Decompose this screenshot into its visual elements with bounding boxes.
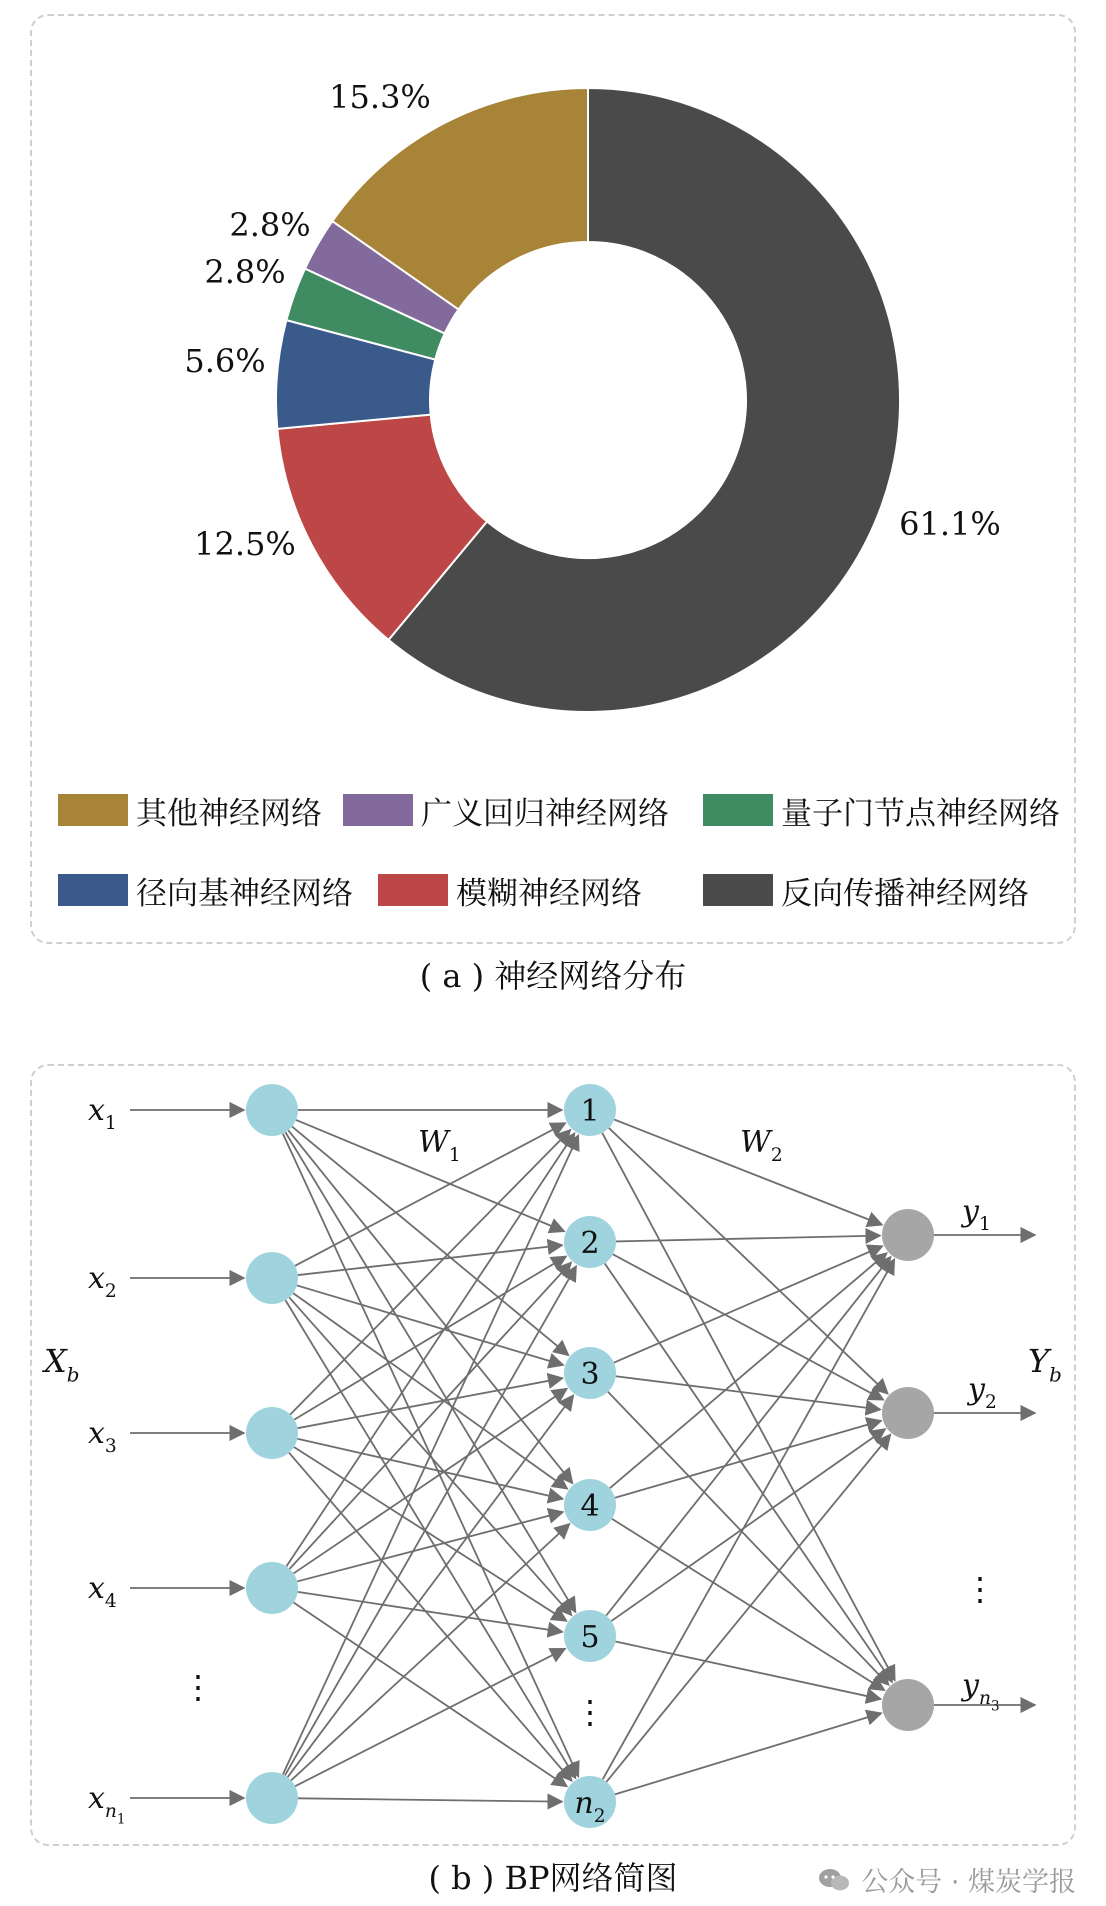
- diagram-label: $x_4$: [88, 1571, 117, 1612]
- connection-arrow: [613, 1254, 883, 1399]
- connection-arrow: [294, 1447, 566, 1621]
- connection-arrow: [603, 1259, 895, 1779]
- legend-label: 其他神经网络: [136, 795, 322, 832]
- chart-legend: [58, 790, 1078, 930]
- connection-arrow: [294, 1603, 567, 1787]
- connection-arrow: [289, 1453, 572, 1781]
- input-node: [246, 1407, 298, 1459]
- connection-arrow: [298, 1592, 563, 1632]
- connection-arrow: [295, 1649, 565, 1786]
- caption-a: ( a ) 神经网络分布: [419, 957, 687, 995]
- bp-network-diagram: [0, 1060, 1106, 1860]
- ellipsis: ⋮: [182, 1668, 214, 1706]
- connection-arrow: [612, 1519, 884, 1690]
- connection-arrow: [611, 1429, 885, 1621]
- diagram-label: 1: [580, 1094, 600, 1129]
- connection-arrow: [610, 1253, 887, 1488]
- diagram-label: 3: [580, 1357, 600, 1392]
- diagram-label: $y_{n3}$: [962, 1668, 1000, 1715]
- slice-label: 5.6%: [184, 342, 266, 380]
- diagram-label: $y_1$: [962, 1194, 991, 1235]
- diagram-label: $x_2$: [88, 1261, 117, 1302]
- input-node: [246, 1562, 298, 1614]
- watermark: [817, 1860, 1076, 1899]
- legend-swatch: [58, 874, 128, 906]
- legend-item: [378, 870, 642, 910]
- input-node: [246, 1772, 298, 1824]
- connection-arrow: [294, 1256, 566, 1419]
- diagram-label: $n_2$: [574, 1786, 606, 1827]
- diagram-label: $X_b$: [44, 1342, 80, 1387]
- donut-chart: [0, 0, 1106, 760]
- legend-label: 反向传播神经网络: [781, 875, 1029, 912]
- connection-arrow: [298, 1798, 562, 1801]
- legend-swatch: [378, 874, 448, 906]
- output-node: [882, 1209, 934, 1261]
- diagram-label: $y_2$: [968, 1372, 997, 1413]
- connection-arrow: [291, 1524, 569, 1780]
- connection-arrow: [286, 1133, 574, 1566]
- slice-label: 12.5%: [194, 525, 296, 563]
- connection-arrow: [615, 1713, 881, 1794]
- connection-arrow: [616, 1236, 880, 1242]
- output-node: [882, 1387, 934, 1439]
- legend-label: 广义回归神经网络: [421, 795, 669, 832]
- diagram-label: $x_3$: [88, 1416, 117, 1457]
- slice-label: 15.3%: [329, 78, 431, 116]
- diagram-label: $Y_b$: [1028, 1342, 1062, 1387]
- ellipsis: ⋮: [574, 1693, 606, 1731]
- input-node: [246, 1252, 298, 1304]
- legend-item: [58, 790, 322, 830]
- slice-label: 2.8%: [204, 253, 286, 291]
- input-node: [246, 1084, 298, 1136]
- legend-item: [58, 870, 353, 910]
- connection-arrow: [615, 1642, 880, 1700]
- wechat-icon: [817, 1868, 851, 1892]
- slice-label: 61.1%: [899, 505, 1001, 543]
- connection-arrow: [298, 1245, 562, 1275]
- legend-swatch: [703, 874, 773, 906]
- legend-item: [703, 870, 1029, 910]
- output-node: [882, 1679, 934, 1731]
- diagram-label: 4: [580, 1489, 600, 1524]
- legend-swatch: [58, 794, 128, 826]
- connection-arrow: [609, 1128, 888, 1394]
- ellipsis: ⋮: [964, 1570, 996, 1608]
- legend-label: 模糊神经网络: [456, 875, 642, 912]
- connection-arrow: [614, 1246, 882, 1363]
- legend-label: 径向基神经网络: [136, 875, 353, 912]
- watermark-text: 公众号 · 煤炭学报: [861, 1867, 1076, 1898]
- diagram-label: $W_2$: [740, 1125, 783, 1166]
- legend-item: [703, 790, 1060, 830]
- diagram-label: 2: [580, 1226, 600, 1261]
- legend-label: 量子门节点神经网络: [781, 795, 1060, 832]
- connection-arrow: [606, 1435, 890, 1782]
- slice-label: 2.8%: [229, 206, 311, 244]
- diagram-label: $W_1$: [418, 1125, 461, 1166]
- legend-swatch: [703, 794, 773, 826]
- connection-arrow: [606, 1257, 890, 1616]
- diagram-label: $x_{n1}$: [88, 1781, 126, 1828]
- legend-item: [343, 790, 669, 830]
- legend-swatch: [343, 794, 413, 826]
- diagram-label: $x_1$: [88, 1093, 117, 1134]
- diagram-label: 5: [580, 1620, 600, 1655]
- caption-b: ( b ) BP网络简图: [428, 1859, 678, 1897]
